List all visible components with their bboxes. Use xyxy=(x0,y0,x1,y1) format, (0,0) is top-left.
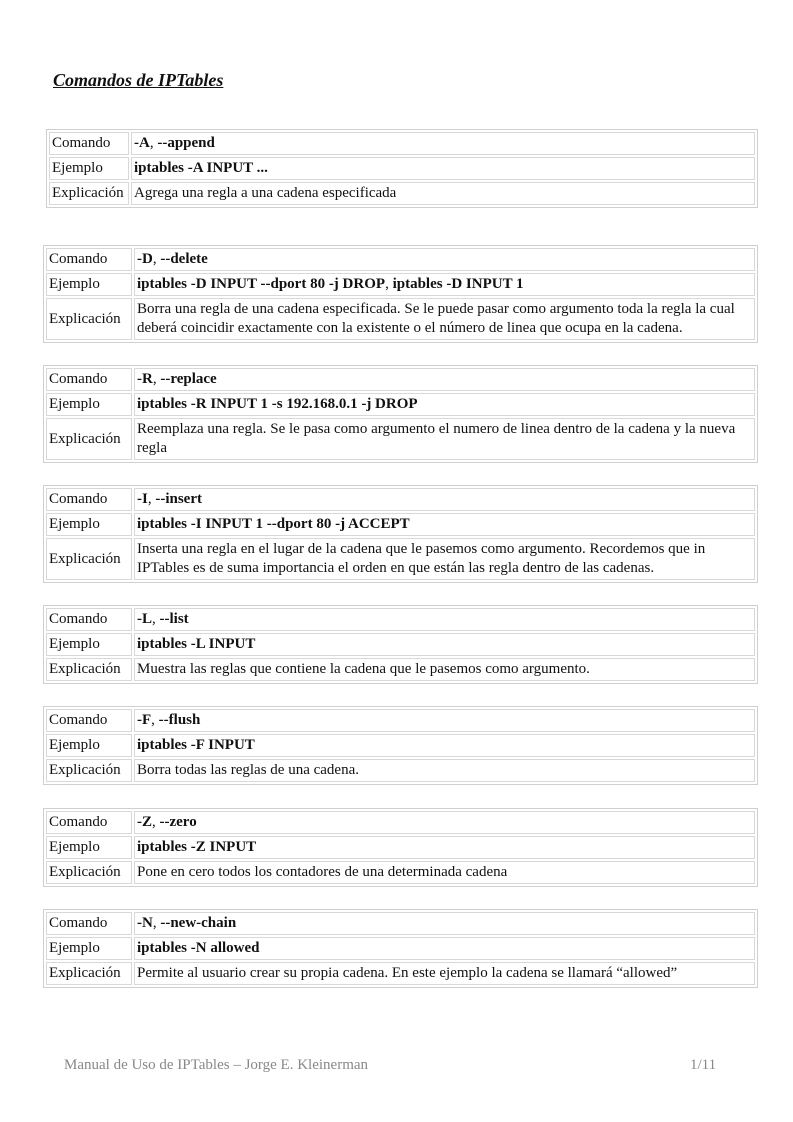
example-value: iptables -A INPUT ... xyxy=(131,157,755,180)
command-table-append xyxy=(46,129,758,208)
example-value: iptables -I INPUT 1 --dport 80 -j ACCEPT xyxy=(134,513,755,536)
label-explicacion: Explicación xyxy=(46,418,132,460)
command-value: -D, --delete xyxy=(134,248,755,271)
example-row xyxy=(49,157,755,180)
command-table-insert xyxy=(43,485,758,583)
example-value: iptables -L INPUT xyxy=(134,633,755,656)
example-row xyxy=(46,513,755,536)
label-ejemplo: Ejemplo xyxy=(46,273,132,296)
command-row xyxy=(46,811,755,834)
explanation-row xyxy=(49,182,755,205)
label-ejemplo: Ejemplo xyxy=(46,836,132,859)
label-explicacion: Explicación xyxy=(46,861,132,884)
explanation-row xyxy=(46,418,755,460)
example-value: iptables -N allowed xyxy=(134,937,755,960)
command-table-delete xyxy=(43,245,758,343)
command-table-new-chain xyxy=(43,909,758,988)
example-row xyxy=(46,836,755,859)
label-comando: Comando xyxy=(49,132,129,155)
example-value: iptables -R INPUT 1 -s 192.168.0.1 -j DROP xyxy=(134,393,755,416)
explanation-row xyxy=(46,962,755,985)
label-explicacion: Explicación xyxy=(46,658,132,681)
label-comando: Comando xyxy=(46,811,132,834)
example-value: iptables -D INPUT --dport 80 -j DROP, iptables -D INPUT 1 xyxy=(134,273,755,296)
explanation-row xyxy=(46,658,755,681)
label-ejemplo: Ejemplo xyxy=(46,633,132,656)
label-comando: Comando xyxy=(46,709,132,732)
command-value: -F, --flush xyxy=(134,709,755,732)
command-value: -R, --replace xyxy=(134,368,755,391)
command-row xyxy=(46,368,755,391)
command-value: -Z, --zero xyxy=(134,811,755,834)
command-row xyxy=(46,608,755,631)
footer-text: Manual de Uso de IPTables – Jorge E. Kleinerman xyxy=(64,1057,369,1073)
label-explicacion: Explicación xyxy=(46,298,132,340)
label-ejemplo: Ejemplo xyxy=(49,157,129,180)
example-value: iptables -F INPUT xyxy=(134,734,755,757)
explanation-value: Borra todas las reglas de una cadena. xyxy=(134,759,755,782)
command-row xyxy=(49,132,755,155)
command-table-flush xyxy=(43,706,758,785)
explanation-value: Inserta una regla en el lugar de la cadena que le pasemos como argumento. Recordemos que in IPTables es de suma importancia el orden en que están las regla dentro de las cadenas. xyxy=(134,538,755,580)
page-number: 1/11 xyxy=(690,1057,717,1073)
label-comando: Comando xyxy=(46,912,132,935)
explanation-row xyxy=(46,861,755,884)
label-comando: Comando xyxy=(46,488,132,511)
label-ejemplo: Ejemplo xyxy=(46,393,132,416)
label-comando: Comando xyxy=(46,608,132,631)
label-explicacion: Explicación xyxy=(46,538,132,580)
explanation-row xyxy=(46,538,755,580)
example-row xyxy=(46,273,755,296)
command-row xyxy=(46,488,755,511)
example-value: iptables -Z INPUT xyxy=(134,836,755,859)
explanation-value: Borra una regla de una cadena especificada. Se le puede pasar como argumento toda la regla la cual deberá coincidir exactamente con la existente o el número de linea que ocupa en la cadena. xyxy=(134,298,755,340)
explanation-value: Pone en cero todos los contadores de una determinada cadena xyxy=(134,861,755,884)
label-comando: Comando xyxy=(46,248,132,271)
command-table-replace xyxy=(43,365,758,463)
page-title: Comandos de IPTables xyxy=(53,70,224,90)
command-value: -A, --append xyxy=(131,132,755,155)
label-ejemplo: Ejemplo xyxy=(46,937,132,960)
command-table-list xyxy=(43,605,758,684)
explanation-row xyxy=(46,298,755,340)
explanation-value: Muestra las reglas que contiene la cadena que le pasemos como argumento. xyxy=(134,658,755,681)
example-row xyxy=(46,633,755,656)
command-row xyxy=(46,248,755,271)
label-comando: Comando xyxy=(46,368,132,391)
explanation-row xyxy=(46,759,755,782)
label-explicacion: Explicación xyxy=(46,962,132,985)
explanation-value: Agrega una regla a una cadena especificada xyxy=(131,182,755,205)
command-value: -L, --list xyxy=(134,608,755,631)
label-ejemplo: Ejemplo xyxy=(46,513,132,536)
example-row xyxy=(46,734,755,757)
command-table-zero xyxy=(43,808,758,887)
label-explicacion: Explicación xyxy=(46,759,132,782)
command-value: -N, --new-chain xyxy=(134,912,755,935)
example-row xyxy=(46,393,755,416)
example-row xyxy=(46,937,755,960)
explanation-value: Reemplaza una regla. Se le pasa como argumento el numero de linea dentro de la cadena y la nueva regla xyxy=(134,418,755,460)
explanation-value: Permite al usuario crear su propia cadena. En este ejemplo la cadena se llamará “allowed” xyxy=(134,962,755,985)
label-explicacion: Explicación xyxy=(49,182,129,205)
label-ejemplo: Ejemplo xyxy=(46,734,132,757)
command-row xyxy=(46,709,755,732)
command-value: -I, --insert xyxy=(134,488,755,511)
command-row xyxy=(46,912,755,935)
